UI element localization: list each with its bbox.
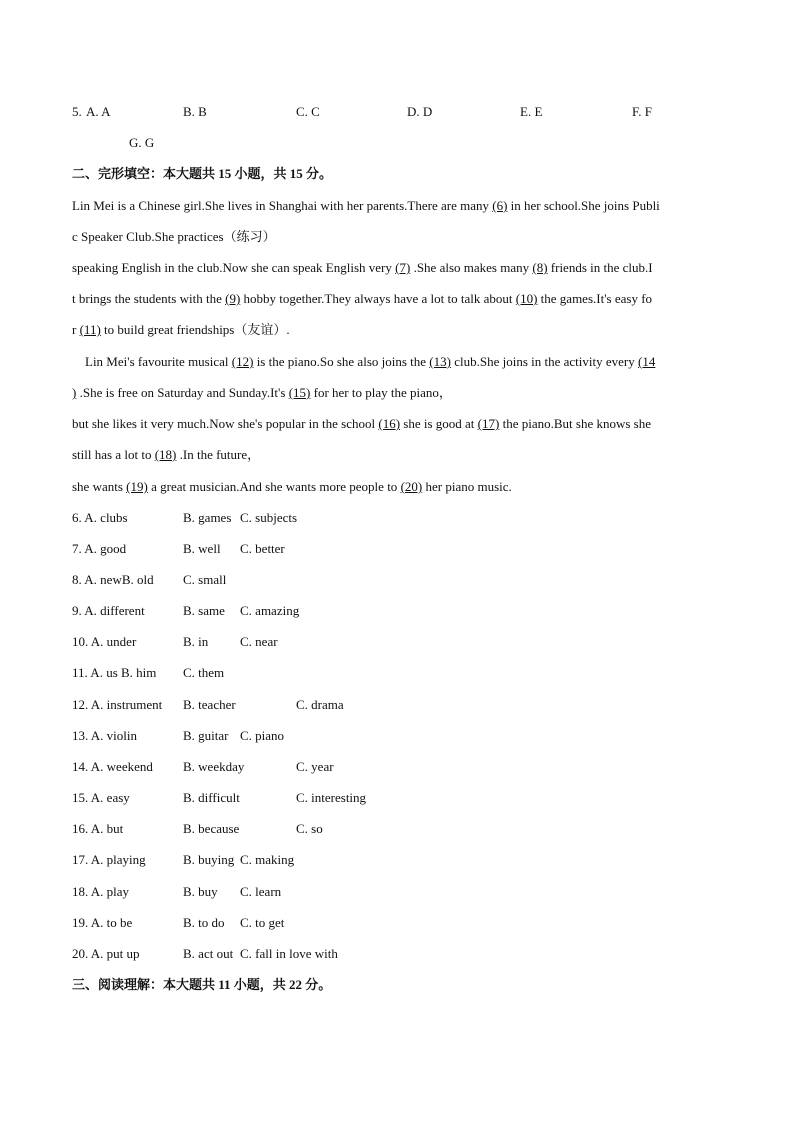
blank-11: (11) <box>79 322 101 337</box>
blank-19: (19) <box>126 479 148 494</box>
question-15: 15. A. easy B. difficult C. interesting <box>72 790 367 805</box>
question-13: 13. A. violin B. guitar C. piano <box>72 728 285 743</box>
section-heading-reading: 三、阅读理解：本大题共 11 小题，共 22 分。 <box>72 977 332 992</box>
blank-13: (13) <box>429 354 451 369</box>
q5-number: 5. <box>72 104 82 119</box>
blank-7: (7) <box>395 260 411 275</box>
blank-20: (20) <box>400 479 423 494</box>
question-18: 18. A. play B. buy C. learn <box>72 884 282 899</box>
passage-line: r (11) to build great friendships（友谊）. <box>72 322 290 337</box>
question-20: 20. A. put up B. act out C. fall in love with <box>72 946 338 961</box>
blank-12: (12) <box>231 354 254 369</box>
blank-16: (16) <box>378 416 401 431</box>
q5-option-e: E. E <box>520 104 543 119</box>
blank-6: (6) <box>492 198 508 213</box>
question-19: 19. A. to be B. to do C. to get <box>72 915 285 930</box>
passage-line: but she likes it very much.Now she's popular in the school (16) she is good at (17) the piano.But she knows she <box>72 416 651 431</box>
q5-option-f: F. F <box>632 104 652 119</box>
blank-14-end: ) <box>72 385 77 400</box>
passage-line: c Speaker Club.She practices（练习） <box>72 229 276 244</box>
passage-line: she wants (19) a great musician.And she wants more people to (20) her piano music. <box>72 479 512 494</box>
question-9: 9. A. different B. same C. amazing <box>72 603 300 618</box>
q5-option-c: C. C <box>296 104 320 119</box>
blank-17: (17) <box>477 416 500 431</box>
question-14: 14. A. weekend B. weekday C. year <box>72 759 334 774</box>
passage-line: speaking English in the club.Now she can speak English very (7) .She also makes many (8) friends in the club.I <box>72 260 653 275</box>
question-16: 16. A. but B. because C. so <box>72 821 323 836</box>
passage-line: Lin Mei's favourite musical (12) is the piano.So she also joins the (13) club.She joins in the activity every (14 <box>72 354 656 369</box>
passage-line: t brings the students with the (9) hobby together.They always have a lot to talk about (10) the games.It's easy fo <box>72 291 653 306</box>
q5-option-d: D. D <box>407 104 433 119</box>
blank-18: (18) <box>154 447 177 462</box>
blank-9: (9) <box>225 291 241 306</box>
q5-option-a: A. A <box>86 104 111 119</box>
question-12: 12. A. instrument B. teacher C. drama <box>72 697 344 712</box>
q5-option-g: G. G <box>129 135 155 150</box>
q5-option-b: B. B <box>183 104 207 119</box>
question-11: 11. A. us B. him C. them <box>72 665 225 680</box>
blank-14: (14 <box>637 354 656 369</box>
passage-line: Lin Mei is a Chinese girl.She lives in Shanghai with her parents.There are many (6) in her school.She joins Publi <box>72 198 660 213</box>
passage-line: still has a lot to (18) .In the future， <box>72 447 261 462</box>
question-6: 6. A. clubs B. games C. subjects <box>72 510 298 525</box>
section-heading-cloze: 二、完形填空：本大题共 15 小题，共 15 分。 <box>72 166 333 181</box>
blank-8: (8) <box>532 260 548 275</box>
question-7: 7. A. good B. well C. better <box>72 541 285 556</box>
question-10: 10. A. under B. in C. near <box>72 634 278 649</box>
blank-15: (15) <box>288 385 311 400</box>
question-17: 17. A. playing B. buying C. making <box>72 852 295 867</box>
passage-line: ) .She is free on Saturday and Sunday.It's (15) for her to play the piano， <box>72 385 452 400</box>
blank-10: (10) <box>515 291 538 306</box>
question-8: 8. A. newB. old C. small <box>72 572 227 587</box>
